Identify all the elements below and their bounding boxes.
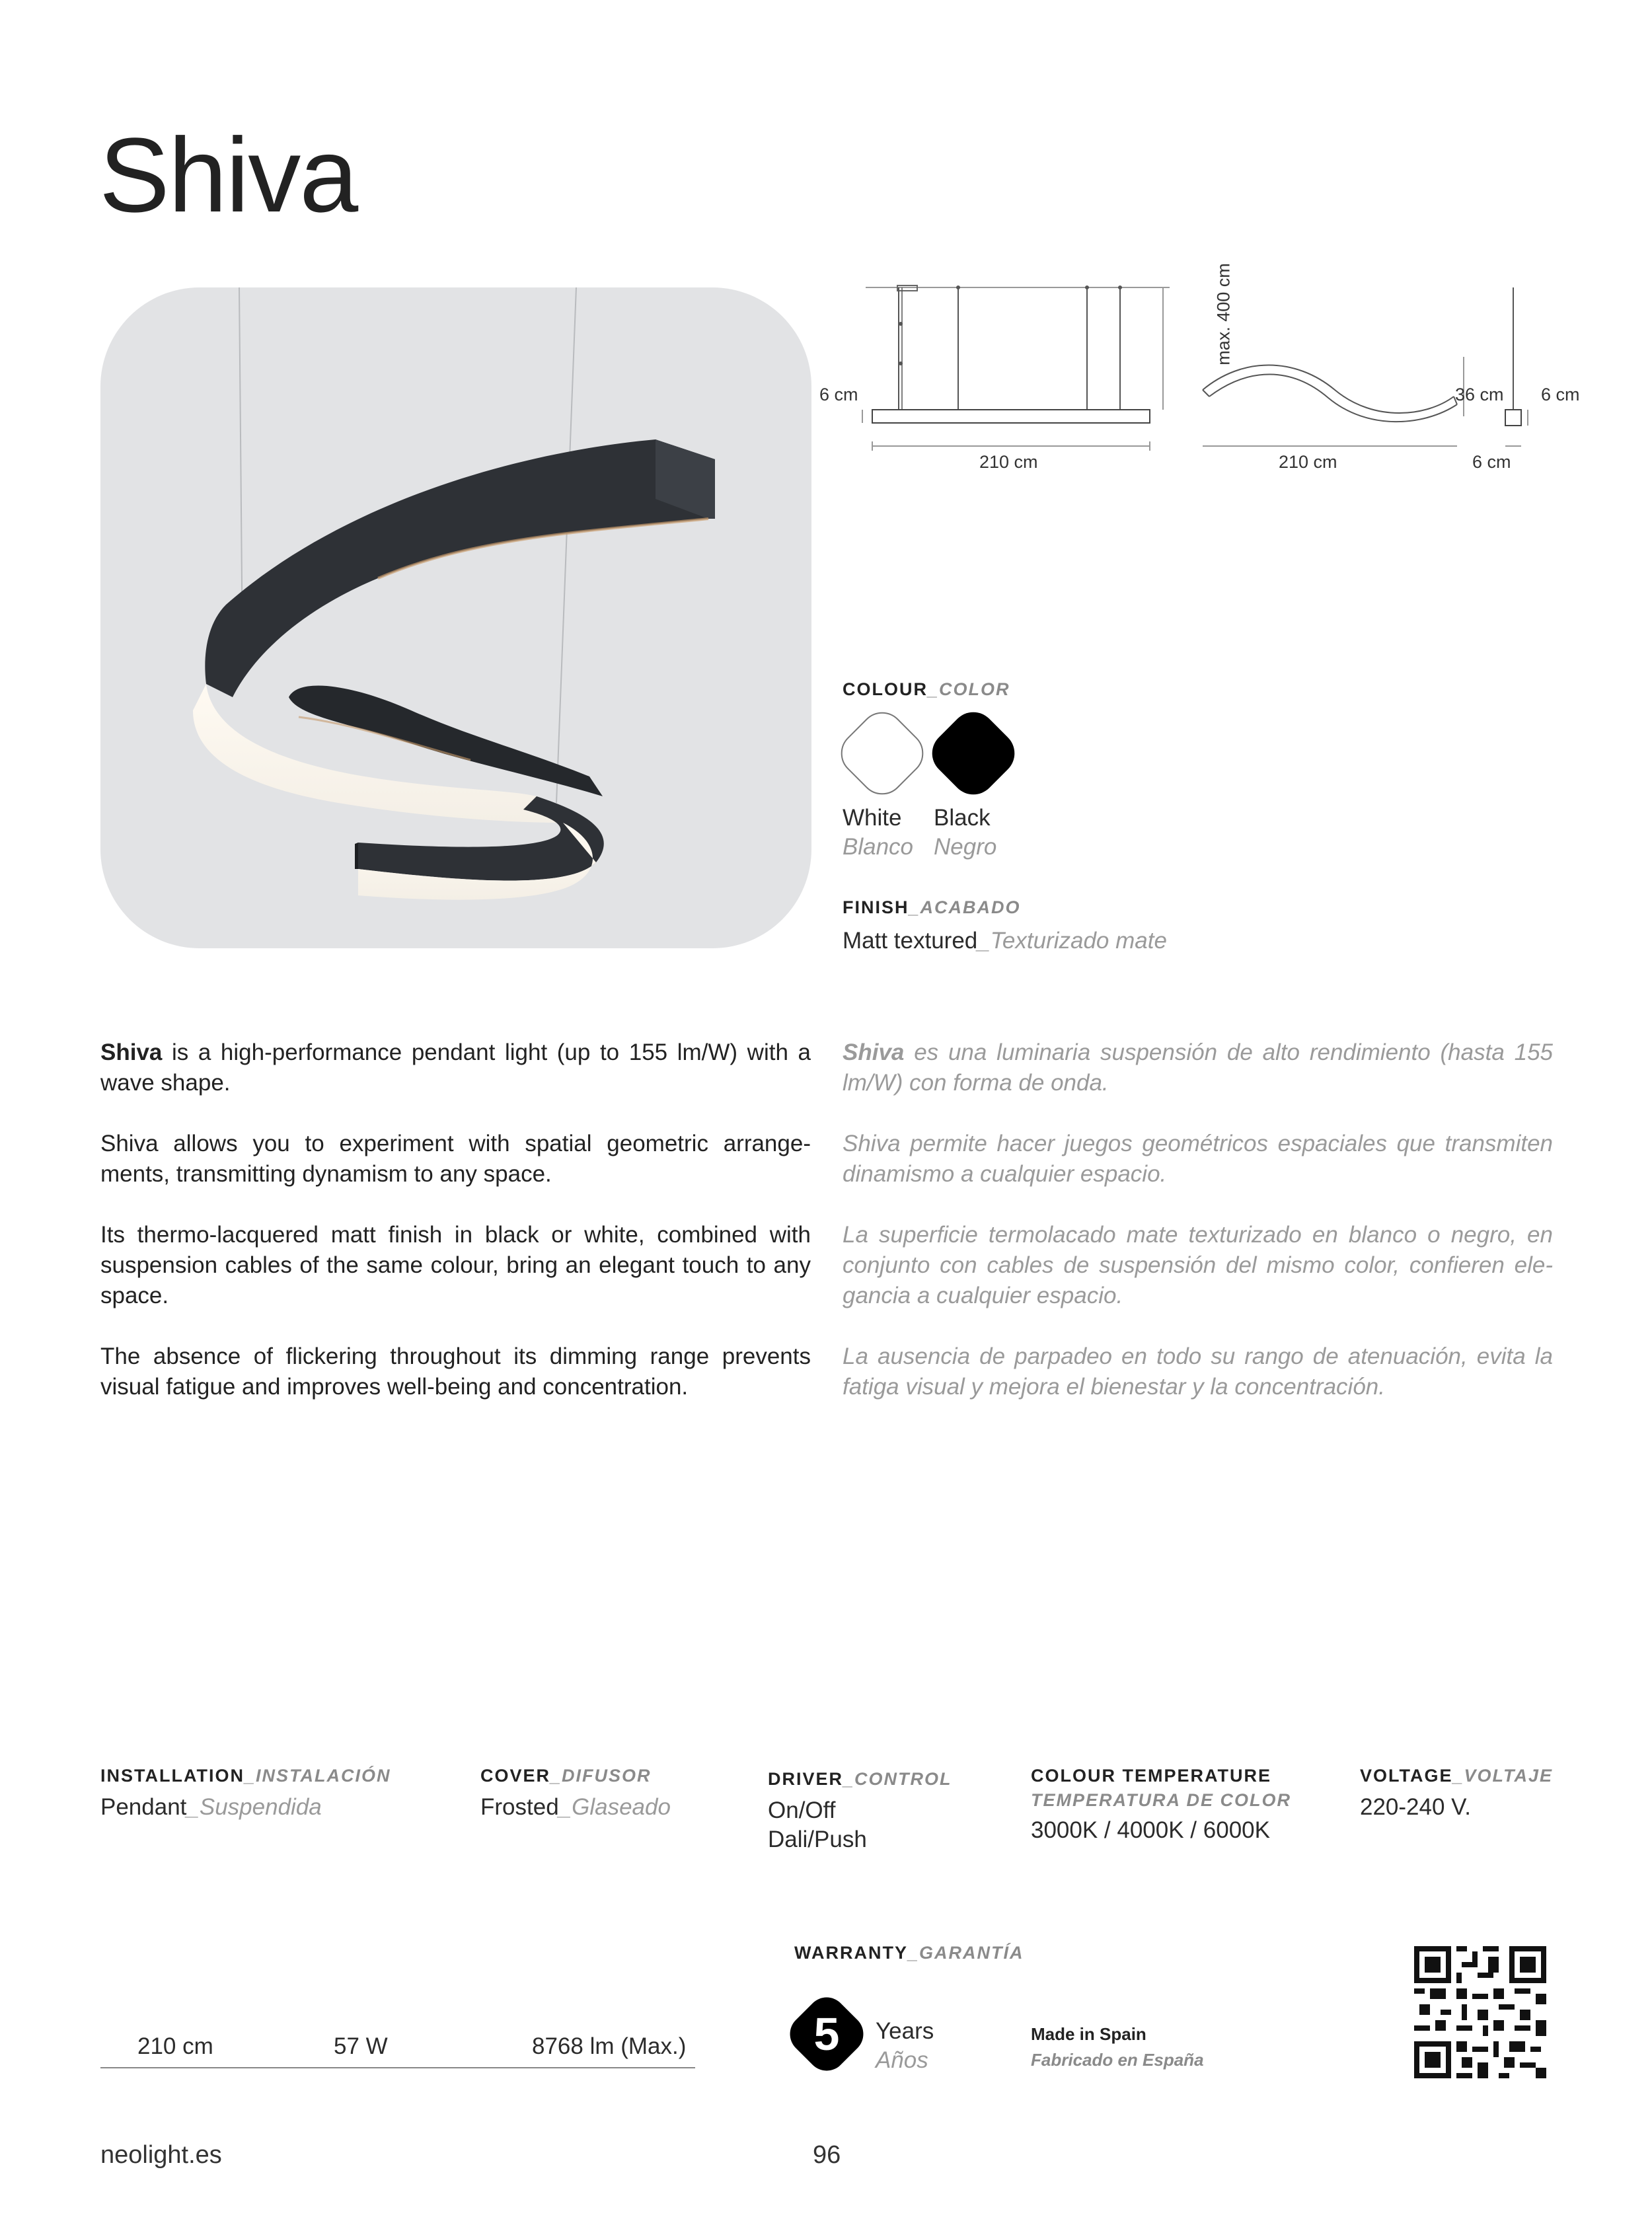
desc-es-p3: La superficie termolacado mate texturizado en blanco o negro, en conjunto con cables de suspensión del mismo color, confieren ele-gancia a cualquier espacio. (843, 1222, 1553, 1308)
dim-top-width: 210 cm (1279, 452, 1337, 472)
desc-en-p4: The absence of flickering throughout its dimming range prevents visual fatigue and improves well-being and concentration. (100, 1343, 811, 1400)
dim-max-suspension: max. 400 cm (1213, 263, 1234, 365)
finish-label: FINISH_ACABADO (843, 897, 1021, 917)
colour-option-black: Black Negro (934, 805, 997, 860)
description-en (100, 1038, 811, 1402)
swatch-white[interactable] (832, 703, 933, 804)
spec-colour-temperature: COLOUR TEMPERATURE TEMPERATURA DE COLOR 3000K / 4000K / 6000K (1031, 1766, 1291, 1843)
dim-front-height: 6 cm (819, 385, 858, 404)
spec-installation: INSTALLATION_INSTALACIÓN Pendant_Suspendida (100, 1766, 391, 1820)
warranty-years-number: 5 (813, 2008, 840, 2060)
desc-es-p1: Shiva es una luminaria suspensión de alto rendimiento (hasta 155 lm/W) con forma de onda. (843, 1039, 1553, 1096)
finish-value: Matt textured_Texturizado mate (843, 928, 1167, 954)
qr-code-icon[interactable] (1414, 1946, 1546, 2078)
product-power: 57 W (334, 2033, 388, 2059)
product-length: 210 cm (137, 2033, 213, 2059)
made-in-spain-es: Fabricado en España (1031, 2050, 1204, 2070)
spec-driver: DRIVER_CONTROL On/Off Dali/Push (768, 1769, 952, 1852)
dim-section-width: 6 cm (1472, 452, 1511, 472)
dim-top-depth: 36 cm (1455, 385, 1504, 404)
dimension-drawings (819, 278, 1586, 489)
swatch-black[interactable] (923, 703, 1024, 804)
dim-front-width: 210 cm (979, 452, 1038, 472)
desc-en-p3: Its thermo-lacquered matt finish in black or white, combined with suspension cables of the same colour, bring an elegant touch to any space. (100, 1222, 811, 1308)
product-photo (100, 287, 811, 948)
page-number: 96 (813, 2141, 841, 2169)
spec-cover: COVER_DIFUSOR Frosted_Glaseado (480, 1766, 671, 1820)
desc-en-p2: Shiva allows you to experiment with spatial geometric arrange-ments, transmitting dynamism to any space. (100, 1131, 811, 1187)
made-in-spain: Made in Spain (1031, 2024, 1146, 2044)
colour-label: COLOUR_COLOR (843, 679, 1010, 699)
spec-voltage: VOLTAGE_VOLTAJE 220-240 V. (1360, 1766, 1554, 1820)
desc-es-p4: La ausencia de parpadeo en todo su rango de atenuación, evita la fatiga visual y mejora el bienestar y la concentración. (843, 1343, 1553, 1400)
warranty-label: WARRANTY_GARANTÍA (794, 1943, 1024, 1963)
footer-website[interactable]: neolight.es (100, 2141, 222, 2169)
dim-section-height: 6 cm (1541, 385, 1580, 404)
page-title: Shiva (99, 116, 357, 234)
desc-en-p1: Shiva is a high-performance pendant light (up to 155 lm/W) with a wave shape. (100, 1039, 811, 1096)
desc-es-p2: Shiva permite hacer juegos geométricos espaciales que transmiten dinamismo a cualquier espacio. (843, 1131, 1553, 1187)
description-es (843, 1038, 1553, 1402)
warranty-years-text: Years Años (876, 2018, 934, 2073)
colour-option-white: White Blanco (843, 805, 914, 860)
pendant-lamp-illustration (100, 287, 811, 948)
product-lumens: 8768 lm (Max.) (532, 2033, 687, 2059)
